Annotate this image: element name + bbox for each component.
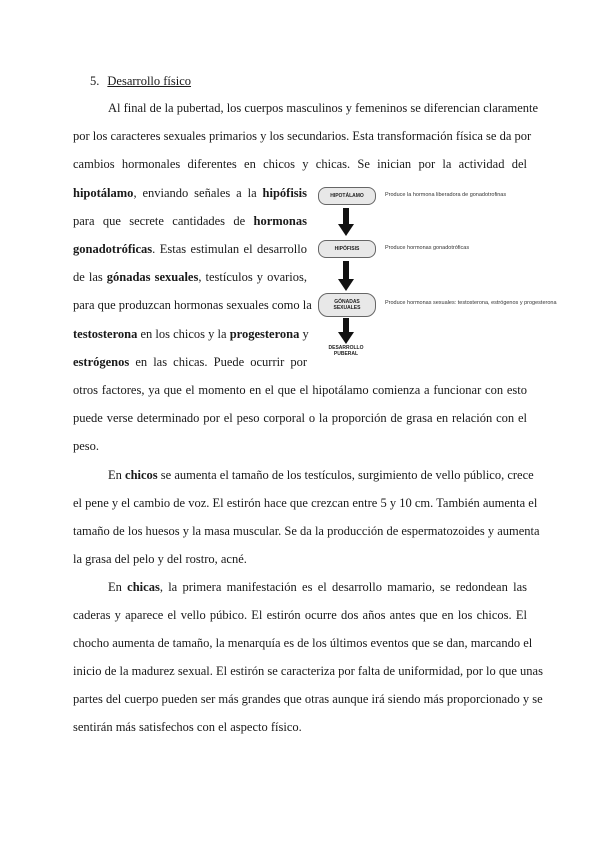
paragraph-line: partes del cuerpo pueden ser más grandes que otras aunque irá siendo más proporcionado y se xyxy=(73,692,543,706)
paragraph-line: tamaño de los huesos y la masa muscular. Se da la producción de espermatozoides y aumenta xyxy=(73,524,540,538)
box-hipofisis: HIPÓFISIS xyxy=(318,240,376,258)
paragraph-line: otros factores, ya que el momento en el que el hipotálamo comienza a funcionar con esto xyxy=(73,383,527,397)
section-title: Desarrollo físico xyxy=(107,74,192,88)
arrow-down-icon xyxy=(338,208,354,236)
paragraph-line: puede verse determinado por el peso corporal o la proporción de grasa en relación con el xyxy=(73,411,527,425)
paragraph-line: gonadotróficas. Estas estimulan el desarrollo xyxy=(73,242,307,256)
paragraph-line: caderas y aparece el vello púbico. El estirón ocurre dos años antes que en los chicos. El xyxy=(73,608,527,622)
desc-hipotalamo: Produce la hormona liberadora de gonadotrofinas xyxy=(385,192,507,198)
paragraph-line: para que secrete cantidades de hormonas xyxy=(73,214,307,228)
paragraph-line: cambios hormonales diferentes en chicos y chicas. Se inician por la actividad del xyxy=(73,157,527,171)
paragraph-line: hipotálamo, enviando señales a la hipófisis xyxy=(73,186,307,200)
desc-hipofisis: Produce hormonas gonadotróficas xyxy=(385,245,470,251)
arrow-down-icon xyxy=(338,318,354,344)
paragraph-line: de las gónadas sexuales, testículos y ovarios, xyxy=(73,270,308,284)
box-gonadas: GÓNADAS SEXUALES xyxy=(318,293,376,317)
paragraph-line: peso. xyxy=(73,439,100,453)
paragraph-line: para que produzcan hormonas sexuales como la xyxy=(73,298,312,312)
section-number: 5. xyxy=(90,74,100,88)
paragraph-line: estrógenos en las chicas. Puede ocurrir por xyxy=(73,355,307,369)
paragraph-line: el pene y el cambio de voz. El estirón hace que crezcan entre 5 y 10 cm. También aumenta el xyxy=(73,496,538,510)
section-heading xyxy=(90,73,191,89)
paragraph-line: sentirán más satisfechos con el aspecto físico. xyxy=(73,720,302,734)
paragraph-line: Al final de la pubertad, los cuerpos masculinos y femeninos se diferencian claramente xyxy=(108,101,539,115)
paragraph-line: En chicos se aumenta el tamaño de los testículos, surgimiento de vello público, crece xyxy=(108,468,534,482)
box-hipotalamo: HIPOTÁLAMO xyxy=(318,187,376,205)
label-desarrollo-puberal: DESARROLLO PUBERAL xyxy=(328,345,364,357)
paragraph-line: chocho aumenta de tamaño, la menarquía es de los últimos eventos que se dan, marcando el xyxy=(73,636,533,650)
paragraph-line: por los caracteres sexuales primarios y los secundarios. Esta transformación física se da por xyxy=(73,129,532,143)
paragraph-line: testosterona en los chicos y la progesterona y xyxy=(73,327,309,341)
paragraph-line: la grasa del pelo y del rostro, acné. xyxy=(73,552,247,566)
paragraph-line: En chicas, la primera manifestación es el desarrollo mamario, se redondean las xyxy=(108,580,528,594)
arrow-down-icon xyxy=(338,261,354,291)
paragraph-line: inicio de la madurez sexual. El estirón se caracteriza por falta de uniformidad, por lo que unas xyxy=(73,664,543,678)
desc-gonadas: Produce hormonas sexuales: testosterona, estrógenos y progesterona xyxy=(385,300,557,306)
